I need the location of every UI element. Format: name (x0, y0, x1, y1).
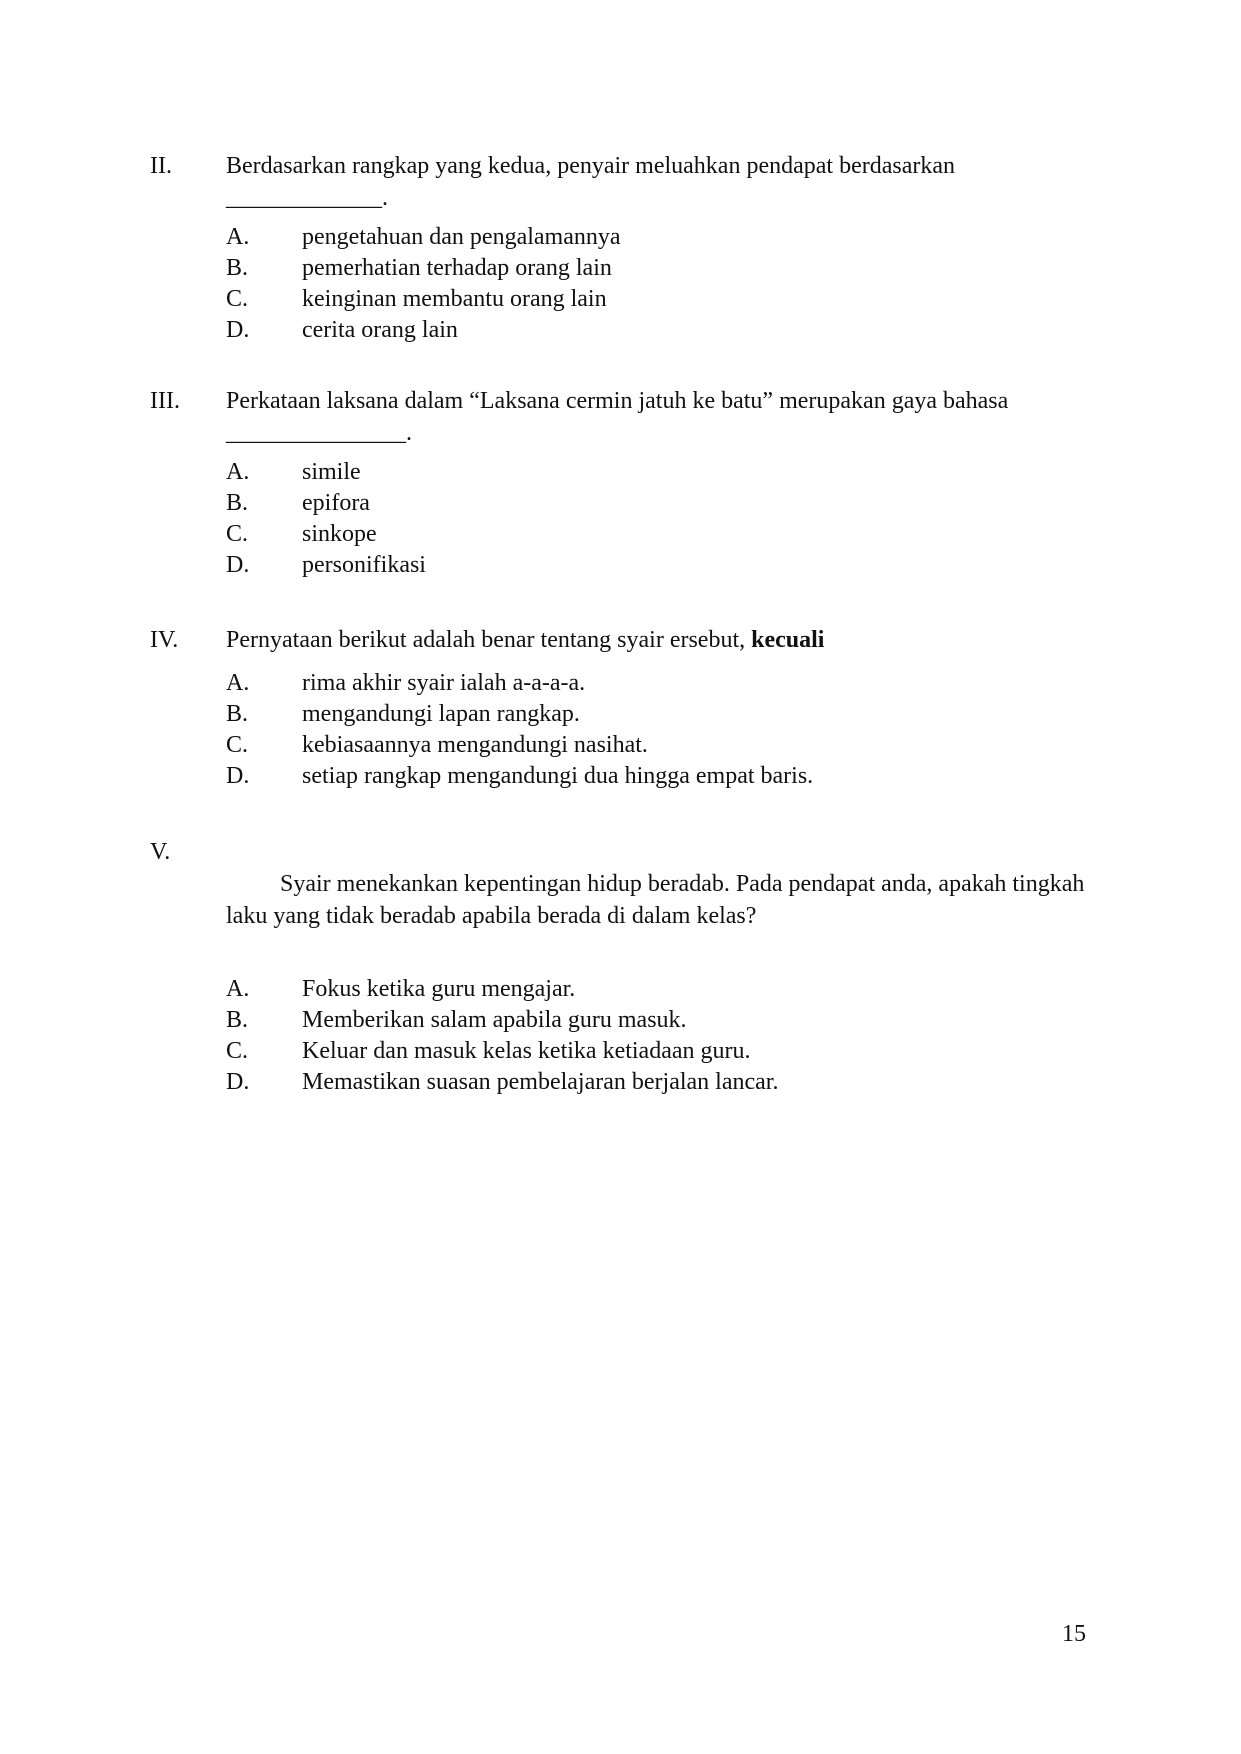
option-text: Fokus ketika guru mengajar. (302, 976, 576, 1002)
question-number: IV. (150, 627, 179, 653)
option-letter: C. (226, 521, 249, 547)
option-c (226, 284, 1090, 315)
question-5 (150, 836, 1090, 1098)
question-text: Syair menekankan kepentingan hidup beradab. Pada pendapat anda, apakah tingkah laku yang tidak beradab apabila berada di dalam kelas? (226, 871, 1091, 929)
option-text: mengandungi lapan rangkap. (302, 701, 580, 727)
question-text-block (226, 150, 1090, 214)
option-letter: D. (226, 552, 250, 578)
option-text: cerita orang lain (302, 317, 458, 343)
answer-blank: _____________. (226, 185, 388, 211)
option-letter: B. (226, 1007, 249, 1033)
options-list (226, 974, 1090, 1098)
option-letter: A. (226, 459, 250, 485)
option-text: setiap rangkap mengandungi dua hingga empat baris. (302, 763, 814, 789)
page-number: 15 (1062, 1621, 1086, 1647)
option-b (226, 488, 1090, 519)
option-letter: B. (226, 255, 249, 281)
option-letter: D. (226, 317, 250, 343)
question-text: Pernyataan berikut adalah benar tentang syair ersebut, (226, 627, 746, 653)
option-letter: A. (226, 670, 250, 696)
option-letter: A. (226, 224, 250, 250)
option-b (226, 1005, 1090, 1036)
emphasis-word: kecuali (751, 627, 825, 653)
option-c (226, 730, 1090, 761)
question-4 (150, 624, 1090, 792)
option-text: pengetahuan dan pengalamannya (302, 224, 621, 250)
option-c (226, 1036, 1090, 1067)
option-text: simile (302, 459, 361, 485)
options-list (226, 457, 1090, 581)
option-b (226, 253, 1090, 284)
question-text: Perkataan laksana dalam “Laksana cermin jatuh ke batu” merupakan gaya bahasa (226, 388, 1009, 414)
question-text-block (226, 385, 1090, 449)
question-3 (150, 385, 1090, 581)
option-letter: D. (226, 763, 250, 789)
option-text: sinkope (302, 521, 377, 547)
question-number: V. (150, 839, 171, 865)
question-number: II. (150, 153, 172, 179)
option-a (226, 974, 1090, 1005)
option-d (226, 315, 1090, 346)
option-text: Memberikan salam apabila guru masuk. (302, 1007, 687, 1033)
option-a (226, 457, 1090, 488)
question-text: Berdasarkan rangkap yang kedua, penyair meluahkan pendapat berdasarkan (226, 153, 956, 179)
option-text: Keluar dan masuk kelas ketika ketiadaan guru. (302, 1038, 751, 1064)
option-letter: C. (226, 732, 249, 758)
option-text: Memastikan suasan pembelajaran berjalan lancar. (302, 1069, 779, 1095)
option-a (226, 668, 1090, 699)
question-2 (150, 150, 1090, 346)
option-text: pemerhatian terhadap orang lain (302, 255, 612, 281)
option-text: kebiasaannya mengandungi nasihat. (302, 732, 648, 758)
option-letter: C. (226, 286, 249, 312)
options-list (226, 222, 1090, 346)
question-text-block (226, 624, 1090, 656)
question-text-block (226, 836, 1090, 964)
option-d (226, 1067, 1090, 1098)
option-a (226, 222, 1090, 253)
option-c (226, 519, 1090, 550)
option-text: keinginan membantu orang lain (302, 286, 607, 312)
option-letter: D. (226, 1069, 250, 1095)
option-text: epifora (302, 490, 370, 516)
option-letter: B. (226, 701, 249, 727)
answer-blank: _______________. (226, 420, 412, 446)
option-letter: A. (226, 976, 250, 1002)
option-d (226, 761, 1090, 792)
question-number: III. (150, 388, 180, 414)
option-text: rima akhir syair ialah a-a-a-a. (302, 670, 586, 696)
option-text: personifikasi (302, 552, 426, 578)
option-letter: B. (226, 490, 249, 516)
option-b (226, 699, 1090, 730)
option-letter: C. (226, 1038, 249, 1064)
option-d (226, 550, 1090, 581)
options-list (226, 668, 1090, 792)
